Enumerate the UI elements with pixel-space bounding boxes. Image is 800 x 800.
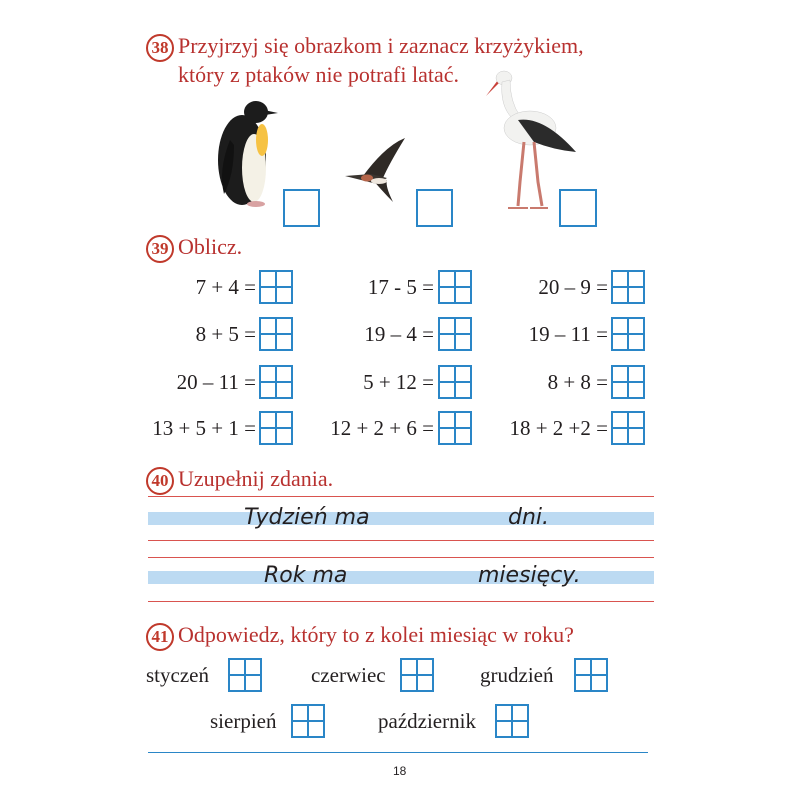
answer-box[interactable] — [611, 365, 645, 399]
task-number-40: 40 — [146, 467, 174, 495]
equation: 8 + 8 = — [547, 370, 608, 394]
page-number: 18 — [393, 764, 407, 778]
equation: 7 + 4 = — [195, 275, 256, 299]
answer-box[interactable] — [438, 365, 472, 399]
penguin-icon — [212, 100, 282, 208]
task-40-title: Uzupełnij zdania. — [178, 466, 334, 491]
month-label: czerwiec — [311, 663, 386, 687]
equation: 19 – 4 = — [364, 322, 434, 346]
guide-line — [148, 540, 654, 541]
sentence-2-left: Rok ma — [264, 563, 348, 588]
month-label: styczeń — [146, 663, 209, 687]
answer-box[interactable] — [495, 704, 529, 738]
month-label: grudzień — [480, 663, 554, 687]
sentence-1-left: Tydzień ma — [244, 505, 370, 530]
answer-box[interactable] — [259, 270, 293, 304]
answer-box[interactable] — [438, 317, 472, 351]
bottom-divider — [148, 752, 648, 753]
answer-box[interactable] — [438, 270, 472, 304]
answer-box[interactable] — [259, 317, 293, 351]
answer-box[interactable] — [291, 704, 325, 738]
guide-line — [148, 496, 654, 497]
swallow-icon — [343, 136, 409, 206]
equation: 20 – 9 = — [538, 275, 608, 299]
answer-box[interactable] — [438, 411, 472, 445]
answer-box[interactable] — [400, 658, 434, 692]
answer-box[interactable] — [574, 658, 608, 692]
sentence-1-right: dni. — [508, 505, 550, 530]
task-41-title: Odpowiedz, który to z kolei miesiąc w roku? — [178, 622, 574, 647]
task-38-instruction-line2: który z ptaków nie potrafi latać. — [178, 62, 460, 87]
equation: 20 – 11 = — [176, 370, 256, 394]
month-label: sierpień — [210, 709, 277, 733]
answer-box-penguin[interactable] — [283, 189, 320, 227]
equation: 19 – 11 = — [528, 322, 608, 346]
equation: 13 + 5 + 1 = — [152, 416, 256, 440]
answer-box-swallow[interactable] — [416, 189, 453, 227]
equation: 18 + 2 +2 = — [509, 416, 608, 440]
task-39-title: Oblicz. — [178, 234, 243, 259]
answer-box[interactable] — [611, 411, 645, 445]
answer-box[interactable] — [259, 411, 293, 445]
month-label: październik — [378, 709, 476, 733]
guide-line — [148, 601, 654, 602]
answer-box-stork[interactable] — [559, 189, 597, 227]
answer-box[interactable] — [611, 270, 645, 304]
task-38-instruction-line1: Przyjrzyj się obrazkom i zaznacz krzyżykiem, — [178, 33, 584, 58]
task-number-41: 41 — [146, 623, 174, 651]
task-number-39: 39 — [146, 235, 174, 263]
answer-box[interactable] — [259, 365, 293, 399]
guide-strip — [148, 512, 654, 525]
equation: 8 + 5 = — [195, 322, 256, 346]
answer-box[interactable] — [611, 317, 645, 351]
answer-box[interactable] — [228, 658, 262, 692]
task-number-38: 38 — [146, 34, 174, 62]
equation: 5 + 12 = — [363, 370, 434, 394]
sentence-2-right: miesięcy. — [478, 563, 581, 588]
equation: 17 - 5 = — [367, 275, 434, 299]
equation: 12 + 2 + 6 = — [330, 416, 434, 440]
guide-line — [148, 557, 654, 558]
